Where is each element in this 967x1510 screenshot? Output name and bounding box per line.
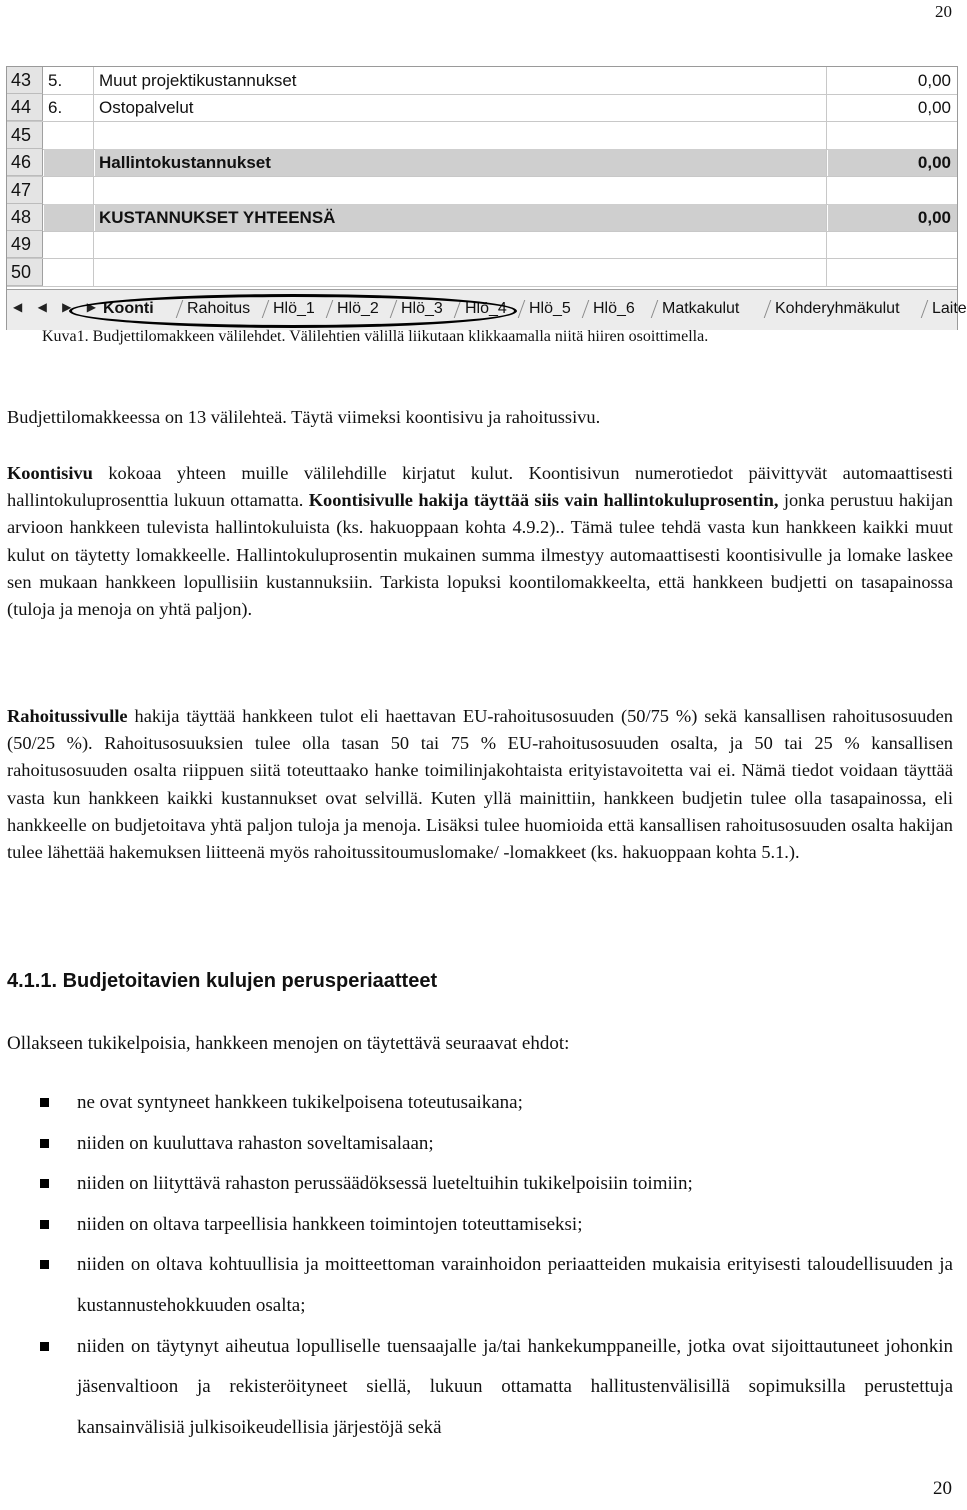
cell-label[interactable]: Hallintokustannukset — [95, 149, 827, 176]
row-number[interactable]: 43 — [7, 67, 43, 94]
sheet-row — [7, 149, 957, 177]
cell-code[interactable] — [44, 177, 94, 204]
sheet-row — [7, 231, 957, 259]
list-item-text: niiden on kuuluttava rahaston soveltamisalaan; — [77, 1132, 434, 1154]
paragraph-koontisivu — [7, 460, 953, 623]
row-number[interactable]: 46 — [7, 149, 43, 176]
list-item — [0, 1245, 953, 1326]
cell-amount[interactable] — [828, 231, 957, 258]
sheet-tab[interactable]: Koonti — [103, 300, 154, 317]
cell-code[interactable] — [44, 259, 94, 286]
cell-amount[interactable]: 0,00 — [828, 204, 957, 231]
sheet-tab[interactable]: Hlö_6 — [593, 300, 635, 317]
bullet-square-icon — [40, 1342, 49, 1351]
sheet-row — [7, 122, 957, 150]
section-heading: 4.1.1. Budjetoitavien kulujen perusperiaatteet — [7, 970, 438, 992]
list-item — [0, 1124, 953, 1165]
row-number[interactable]: 47 — [7, 177, 43, 204]
sheet-tab[interactable]: Hlö_1 — [273, 300, 315, 317]
term-koontisivu: Koontisivu — [7, 463, 93, 483]
tab-separator — [518, 300, 526, 318]
sheet-tab[interactable]: Laite — [932, 300, 967, 317]
cell-label[interactable] — [95, 259, 827, 286]
cell-label[interactable]: Muut projektikustannukset — [95, 67, 827, 94]
paragraph-text: kokoaa yhteen muille välilehdille kirjatut kulut. Koontisivun numerotiedot päivittyvät automaattisesti hallintokuluprosenttia lukuun ottamatta. — [7, 463, 953, 511]
row-number[interactable]: 45 — [7, 122, 43, 149]
tab-separator — [582, 300, 590, 318]
page-number-bottom: 20 — [933, 1478, 952, 1499]
sheet-row — [7, 94, 957, 122]
sheet-tab[interactable]: Hlö_5 — [529, 300, 571, 317]
sheet-tab[interactable]: Kohderyhmäkulut — [775, 300, 900, 317]
cell-amount[interactable]: 0,00 — [828, 149, 957, 176]
cell-code[interactable] — [44, 204, 94, 231]
conditions-list — [0, 1083, 953, 1448]
tab-separator — [651, 300, 659, 318]
sheet-row — [7, 204, 957, 232]
sheet-tab-bar — [7, 289, 967, 330]
cell-amount[interactable]: 0,00 — [917, 98, 951, 118]
term-rahoitussivulle: Rahoitussivulle — [7, 706, 128, 726]
cell-amount[interactable] — [828, 122, 957, 149]
list-item — [0, 1205, 953, 1246]
list-item — [0, 1083, 953, 1124]
cell-code[interactable] — [44, 122, 94, 149]
cell-code[interactable] — [44, 231, 94, 258]
sheet-row — [7, 259, 957, 287]
paragraph-text: hakija täyttää hankkeen tulot eli haettavan EU-rahoitusosuuden (50/75 %) sekä kansallisen rahoitusosuuden (50/25 %). Rahoitusosuuksien tulee olla tasan 50 tai 75 % EU-rahoitusosuuden osalta, ja 50 tai 25 % kansallisen rahoitusosuuden osalta riippuen siitä toteuttaako hanke toimilinjakohtaista erityistavoitetta vai ei. Nämä tiedot voidaan täyttää vasta kun hankkeen kaikki kustannukset ovat selvillä. Kuten yllä mainittiin, hankkeen budjetin tulee olla tasapainossa, eli hankkeelle on budjetoitava yhtä paljon tuloja ja menoja. Lisäksi tulee huomioida että kansallisen rahoitusosuuden osalta hakijan tulee lähettää hakemuksen liitteenä myös rahoitussitoumuslomake/ -lomakkeet (ks. hakuoppaan kohta 5.1.). — [7, 706, 953, 863]
row-number[interactable]: 44 — [7, 94, 43, 121]
sheet-tab[interactable]: Rahoitus — [187, 300, 251, 317]
list-item — [0, 1327, 953, 1449]
figure-caption: Kuva1. Budjettilomakkeen välilehdet. Välilehtien välillä liikutaan klikkaamalla niitä hiiren osoittimella. — [42, 328, 709, 345]
sheet-row — [7, 177, 957, 205]
row-number[interactable]: 50 — [7, 259, 43, 286]
sheet-tab[interactable]: Hlö_4 — [465, 300, 507, 317]
list-item-text: niiden on täytynyt aiheutua lopulliselle tuensaajalle ja/tai hankekumppaneille, jotka ovat sijoittautuneet johonkin jäsenvaltioon ja rekisteröityneet siellä, lukuun ottamatta hallitustenvälisillä sopimuksilla perustettuja kansainvälisiä julkisoikeudellisia järjestöjä sekä — [77, 1335, 953, 1438]
tab-separator — [764, 300, 772, 318]
bullet-square-icon — [40, 1260, 49, 1269]
row-number[interactable]: 49 — [7, 231, 43, 258]
cell-amount[interactable] — [828, 177, 957, 204]
cell-code[interactable] — [44, 149, 94, 176]
paragraph-rahoitussivu — [7, 703, 953, 866]
list-item-text: niiden on liityttävä rahaston perussäädöksessä lueteltuihin tukikelpoisiin toimiin; — [77, 1173, 693, 1195]
cell-amount[interactable]: 0,00 — [917, 71, 951, 90]
sheet-tab[interactable]: Hlö_2 — [337, 300, 379, 317]
cell-label[interactable]: KUSTANNUKSET YHTEENSÄ — [95, 204, 827, 231]
bullet-square-icon — [40, 1139, 49, 1148]
list-item-text: niiden on oltava kohtuullisia ja moitteettoman varainhoidon periaatteiden mukaisia erityisesti taloudellisuuden ja kustannustehokkuuden osalta; — [77, 1254, 953, 1316]
list-item-text: niiden on oltava tarpeellisia hankkeen toimintojen toteuttamiseksi; — [77, 1213, 583, 1235]
paragraph-intro: Budjettilomakkeessa on 13 välilehteä. Täytä viimeksi koontisivu ja rahoitussivu. — [7, 407, 601, 427]
bullet-square-icon — [40, 1179, 49, 1188]
page-number-top: 20 — [935, 2, 952, 21]
cell-label[interactable] — [95, 231, 827, 258]
tab-separator — [921, 300, 929, 318]
cell-code[interactable]: 5. — [44, 67, 94, 94]
list-item-text: ne ovat syntyneet hankkeen tukikelpoisena toteutusaikana; — [77, 1092, 523, 1113]
cell-label[interactable]: Ostopalvelut — [95, 94, 827, 121]
cell-amount[interactable] — [828, 259, 957, 286]
bullet-square-icon — [40, 1098, 49, 1107]
paragraph-text: jonka perustuu hakijan arvioon hankkeen tulevista hallintokuluista (ks. hakuoppaan kohta 4.9.2).. Tämä tulee tehdä vasta kun hankkeen kaikki muut kulut on täytetty lomakkeelle. Hallintokuluprosentin mukainen summa ilmestyy automaattisesti koontisivulle ja lomake laskee sen mukaan hankkeen lopullisiin kustannuksiin. Tarkista lopuksi koontilomakkeelta, että hankkeen budjetti on tasapainossa (tuloja ja menoja on yhtä paljon). — [7, 490, 953, 620]
sheet-tab[interactable]: Hlö_3 — [401, 300, 443, 317]
highlight-ellipse — [69, 294, 517, 328]
cell-label[interactable] — [95, 177, 827, 204]
tab-nav-arrows[interactable]: ◀ ◀ ▶ ▶ — [13, 300, 102, 314]
cell-code[interactable]: 6. — [44, 94, 94, 121]
spreadsheet-screenshot — [6, 66, 967, 330]
list-item — [0, 1164, 953, 1205]
emphasis-hallintokuluprosentti: Koontisivulle hakija täyttää siis vain hallintokuluprosentin, — [308, 490, 779, 511]
sheet-tab[interactable]: Matkakulut — [662, 300, 740, 317]
paragraph-conditions: Ollakseen tukikelpoisia, hankkeen menojen on täytettävä seuraavat ehdot: — [7, 1033, 570, 1054]
row-number[interactable]: 48 — [7, 204, 43, 231]
sheet-row — [7, 67, 957, 95]
cell-label[interactable] — [95, 122, 827, 149]
bullet-square-icon — [40, 1220, 49, 1229]
